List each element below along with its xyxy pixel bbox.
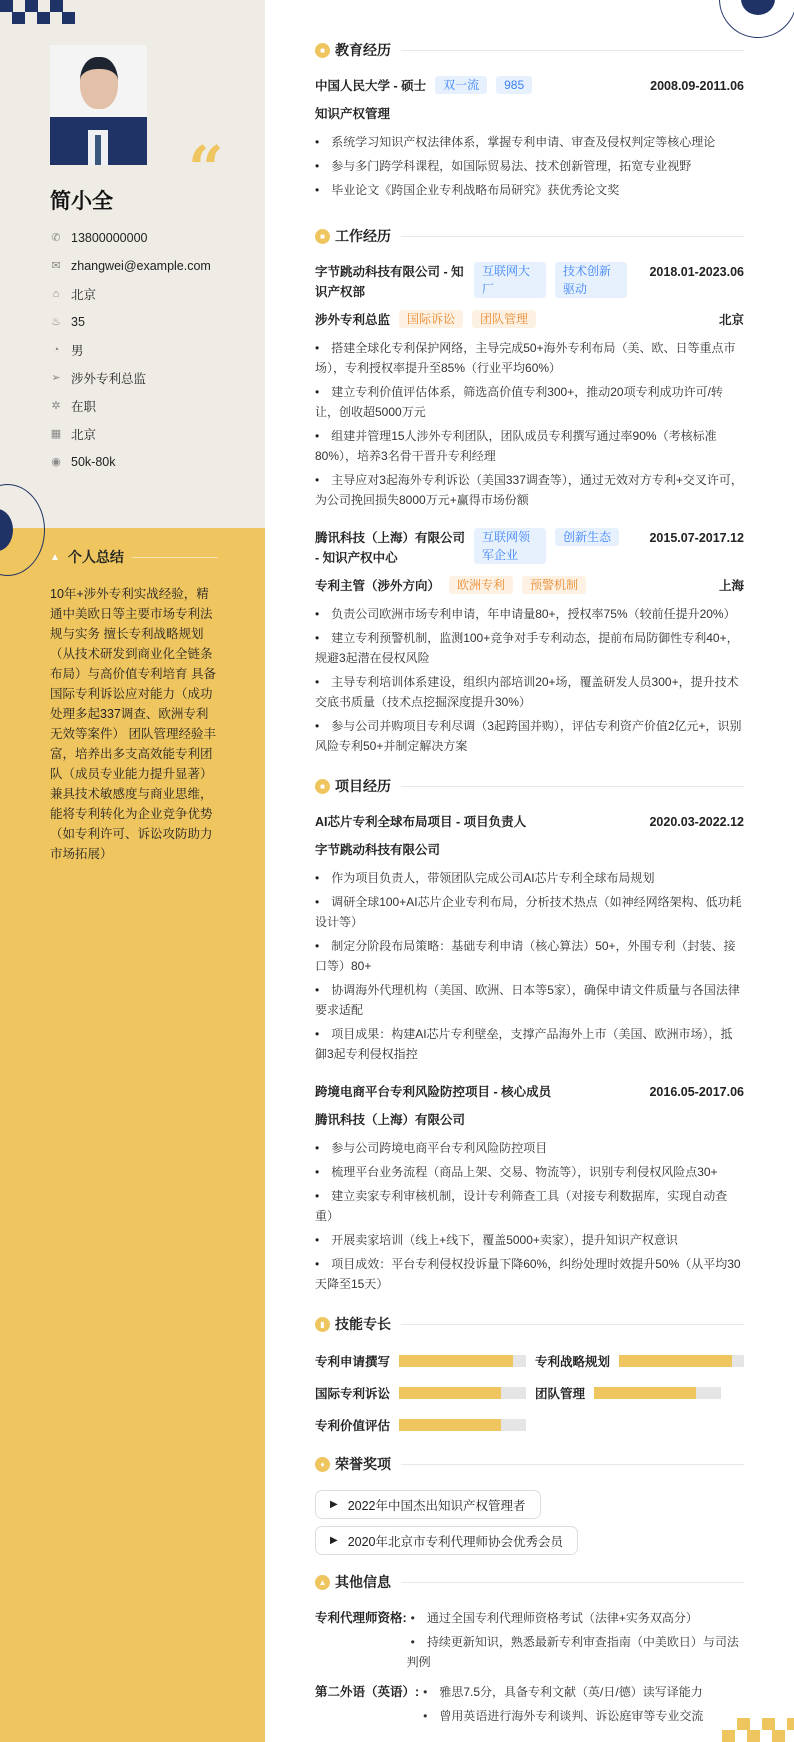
skill-item <box>315 1350 535 1372</box>
quote-icon: “ <box>188 132 224 205</box>
date: 2008.09-2011.06 <box>650 79 744 93</box>
contact-item <box>50 308 211 336</box>
school: 中国人民大学 - 硕士 <box>315 79 427 93</box>
company: 腾讯科技（上海）有限公司 - 知识产权中心 <box>315 531 466 565</box>
project-header <box>315 1082 744 1102</box>
award-text: 2022年中国杰出知识产权管理者 <box>347 1498 526 1513</box>
skill-bar-fill <box>619 1355 731 1367</box>
date: 2018.01-2023.06 <box>649 265 744 279</box>
bullet-item: • 梳理平台业务流程（商品上架、交易、物流等），识别专利侵权风险点30+ <box>315 1162 744 1182</box>
job-title-group <box>315 528 619 568</box>
tag: 预警机制 <box>522 576 586 594</box>
job-entry <box>315 262 744 510</box>
project-name: 跨境电商平台专利风险防控项目 - 核心成员 <box>315 1085 552 1099</box>
education-bullets <box>315 132 744 200</box>
job-header <box>315 528 744 568</box>
main-content <box>315 38 744 1736</box>
circle-decoration <box>719 0 794 38</box>
role: 专利主管（涉外方向） <box>315 579 441 593</box>
contact-item <box>50 280 211 308</box>
contact-item <box>50 392 211 420</box>
contact-value: 13800000000 <box>71 231 148 245</box>
cake-icon: ♨ <box>51 316 61 328</box>
skill-name: 国际专利诉讼 <box>315 1387 391 1401</box>
mail-icon: ✉ <box>51 260 61 272</box>
user-icon: ▲ <box>50 551 60 563</box>
bullet-item: • 通过全国专利代理师资格考试（法律+实务双高分） <box>407 1608 744 1628</box>
phone-icon: ✆ <box>51 232 61 244</box>
skill-item <box>535 1350 744 1372</box>
tag: 欧洲专利 <box>449 576 513 594</box>
tag: 互联网领军企业 <box>474 528 546 564</box>
city: 上海 <box>718 579 744 593</box>
skill-item <box>315 1382 535 1404</box>
bullet-item: • 建立专利预警机制，监测100+竞争对手专利动态，提前布局防御性专利40+，规避3起潜在侵权风险 <box>315 628 744 668</box>
skill-bar-fill <box>594 1387 696 1399</box>
project-company: 腾讯科技（上海）有限公司 <box>315 1113 466 1127</box>
bullet-item: • 协调海外代理机构（美国、欧洲、日本等5家），确保申请文件质量与各国法律要求适配 <box>315 980 744 1020</box>
bullet-item: • 项目成效：平台专利侵权投诉量下降60%，纠纷处理时效提升50%（从平均30天降至15天） <box>315 1254 744 1294</box>
bullet-item: • 参与公司并购项目专利尽调（3起跨国并购），评估专利资产价值2亿元+，识别风险专利50+并制定解决方案 <box>315 716 744 756</box>
award-icon: ♦ <box>315 1457 330 1472</box>
project-name: AI芯片专利全球布局项目 - 项目负责人 <box>315 815 527 829</box>
project-bullets <box>315 1138 744 1294</box>
skill-name: 专利价值评估 <box>315 1419 391 1433</box>
skill-bar-fill <box>399 1419 501 1431</box>
home-icon: ⌂ <box>52 288 60 300</box>
contact-item <box>50 420 211 448</box>
gender-icon: ◔ <box>52 344 60 356</box>
bullet-item: • 建立卖家专利审核机制，设计专利筛查工具（对接专利数据库，实现自动查重） <box>315 1186 744 1226</box>
bullet-item: • 调研全球100+AI芯片企业专利布局，分析技术热点（如神经网络架构、低功耗设计等） <box>315 892 744 932</box>
skill-bar <box>399 1355 526 1367</box>
bullet-item: • 雅思7.5分，具备专利文献（英/日/德）读写译能力 <box>419 1682 703 1702</box>
tag: 国际诉讼 <box>399 310 463 328</box>
bullet-item: • 主导专利培训体系建设，组织内部培训20+场，覆盖研发人员300+，提升技术交底书质量（技术点挖掘深度提升30%） <box>315 672 744 712</box>
project-header <box>315 812 744 832</box>
contact-value: 35 <box>71 315 85 329</box>
skill-bar <box>594 1387 721 1399</box>
skill-name: 团队管理 <box>535 1387 586 1401</box>
contact-value: zhangwei@example.com <box>71 259 211 273</box>
award-row <box>315 1490 744 1526</box>
avatar-photo <box>50 45 147 165</box>
bullet-item: • 参与公司跨境电商平台专利风险防控项目 <box>315 1138 744 1158</box>
city: 北京 <box>718 313 744 327</box>
tag: 团队管理 <box>472 310 536 328</box>
summary-text: 10年+涉外专利实战经验，精通中美欧日等主要市场专利法规与实务 擅长专利战略规划（从技术研发到商业化全链条布局）与高价值专利培育 具备国际专利诉讼应对能力（成功处理多起337调查、欧洲专利无效等案件） 团队管理经验丰富，培养出多支高效能专利团队（成员专业能力提升显著） 兼具技术敏感度与商业思维，能将专利转化为企业竞争优势（如专利许可、诉讼攻防助力市场拓展） <box>50 587 216 861</box>
bullet-item: • 开展卖家培训（线上+线下，覆盖5000+卖家），提升知识产权意识 <box>315 1230 744 1250</box>
award-row <box>315 1526 744 1562</box>
bullet-item: • 曾用英语进行海外专利谈判、诉讼庭审等专业交流 <box>419 1706 703 1726</box>
skill-bar-fill <box>399 1355 513 1367</box>
contact-item <box>50 336 211 364</box>
job-title-group <box>315 262 627 302</box>
role-group <box>315 576 586 596</box>
section-projects: ■ 项目经历 <box>315 774 744 798</box>
tag: 创新生态 <box>555 528 619 546</box>
tag: 互联网大厂 <box>474 262 546 298</box>
contact-value: 北京 <box>71 288 97 302</box>
project-company-row <box>315 1110 744 1130</box>
summary-title: 个人总结 <box>67 549 124 565</box>
other-item <box>315 1682 744 1730</box>
graduation-icon: ■ <box>315 43 330 58</box>
major: 知识产权管理 <box>315 107 391 121</box>
bullet-item: • 系统学习知识产权法律体系，掌握专利申请、审查及侵权判定等核心理论 <box>315 132 744 152</box>
award-text: 2020年北京市专利代理师协会优秀会员 <box>347 1534 564 1549</box>
role-row <box>315 310 744 330</box>
project-icon: ■ <box>315 779 330 794</box>
triangle-right-icon: ▶ <box>330 1499 338 1510</box>
summary-heading <box>50 547 218 567</box>
contact-value: 北京 <box>71 428 97 442</box>
briefcase-icon: ■ <box>315 229 330 244</box>
contact-value: 男 <box>71 344 84 358</box>
project-bullets <box>315 868 744 1064</box>
award-item <box>315 1526 578 1555</box>
contact-item <box>50 252 211 280</box>
skill-bar <box>619 1355 744 1367</box>
bullet-item: • 建立专利价值评估体系，筛选高价值专利300+，推动20项专利成功许可/转让，创收超5000万元 <box>315 382 744 422</box>
section-awards: ♦ 荣誉奖项 <box>315 1452 744 1476</box>
section-work: ■ 工作经历 <box>315 224 744 248</box>
contact-item <box>50 448 211 476</box>
bullet-item: • 持续更新知识，熟悉最新专利审查指南（中美欧日）与司法判例 <box>407 1632 744 1672</box>
date: 2016.05-2017.06 <box>649 1085 744 1099</box>
bullet-item: • 作为项目负责人，带领团队完成公司AI芯片专利全球布局规划 <box>315 868 744 888</box>
other-item <box>315 1608 744 1676</box>
skill-bar-fill <box>399 1387 501 1399</box>
contact-value: 50k-80k <box>71 455 116 469</box>
other-label: 专利代理师资格: <box>315 1611 407 1625</box>
gear-icon: ✲ <box>51 400 61 412</box>
send-icon: ➢ <box>51 372 61 384</box>
role-group <box>315 310 536 330</box>
section-skills: ▮ 技能专长 <box>315 1312 744 1336</box>
bullet-item: • 毕业论文《跨国企业专利战略布局研究》获优秀论文奖 <box>315 180 744 200</box>
job-bullets <box>315 338 744 510</box>
section-other: ▲ 其他信息 <box>315 1570 744 1594</box>
other-bullets <box>419 1682 703 1730</box>
skill-item <box>315 1414 535 1436</box>
contact-value: 涉外专利总监 <box>71 372 147 386</box>
bullet-item: • 组建并管理15人涉外专利团队，团队成员专利撰写通过率90%（考核标准80%），培养3名骨干晋升专利经理 <box>315 426 744 466</box>
project-entry <box>315 812 744 1064</box>
bullet-item: • 项目成果：构建AI芯片专利壁垒，支撑产品海外上市（美国、欧洲市场），抵御3起专利侵权指控 <box>315 1024 744 1064</box>
money-icon: ◉ <box>51 456 61 468</box>
project-company: 字节跳动科技有限公司 <box>315 843 441 857</box>
other-label: 第二外语（英语）: <box>315 1685 420 1699</box>
skill-name: 专利战略规划 <box>535 1355 611 1369</box>
section-education: ■ 教育经历 <box>315 38 744 62</box>
bullet-item: • 参与多门跨学科课程，如国际贸易法、技术创新管理，拓宽专业视野 <box>315 156 744 176</box>
job-bullets <box>315 604 744 756</box>
skill-name: 专利申请撰写 <box>315 1355 391 1369</box>
job-entry <box>315 528 744 756</box>
project-company-row <box>315 840 744 860</box>
award-item <box>315 1490 541 1519</box>
chart-icon: ▮ <box>315 1317 330 1332</box>
skill-item <box>535 1382 744 1404</box>
tag: 双一流 <box>435 76 487 94</box>
skill-bar <box>399 1387 526 1399</box>
contact-item <box>50 364 211 392</box>
date: 2015.07-2017.12 <box>649 531 744 545</box>
info-icon: ▲ <box>315 1575 330 1590</box>
bullet-item: • 搭建全球化专利保护网络，主导完成50+海外专利布局（美、欧、日等重点市场），专利授权率提升至85%（行业平均60%） <box>315 338 744 378</box>
bullet-item: • 主导应对3起海外专利诉讼（美国337调查等），通过无效对方专利+交叉许可，为公司挽回损失8000万元+赢得市场份额 <box>315 470 744 510</box>
other-bullets <box>407 1608 744 1676</box>
candidate-name: 简小全 <box>50 190 113 213</box>
skill-bar <box>399 1419 526 1431</box>
contact-value: 在职 <box>71 400 97 414</box>
contact-list <box>50 224 211 476</box>
project-entry <box>315 1082 744 1294</box>
tag: 985 <box>496 76 532 94</box>
building-icon: ▦ <box>50 428 62 440</box>
role-row <box>315 576 744 596</box>
bullet-item: • 负责公司欧洲市场专利申请，年申请量80+，授权率75%（较前任提升20%） <box>315 604 744 624</box>
triangle-right-icon: ▶ <box>330 1535 338 1546</box>
role: 涉外专利总监 <box>315 313 391 327</box>
company: 字节跳动科技有限公司 - 知识产权部 <box>315 265 464 299</box>
tag: 技术创新驱动 <box>555 262 627 298</box>
contact-item <box>50 224 211 252</box>
bullet-item: • 制定分阶段布局策略：基础专利申请（核心算法）50+，外围专利（封装、接口等）80+ <box>315 936 744 976</box>
job-header <box>315 262 744 302</box>
date: 2020.03-2022.12 <box>649 815 744 829</box>
